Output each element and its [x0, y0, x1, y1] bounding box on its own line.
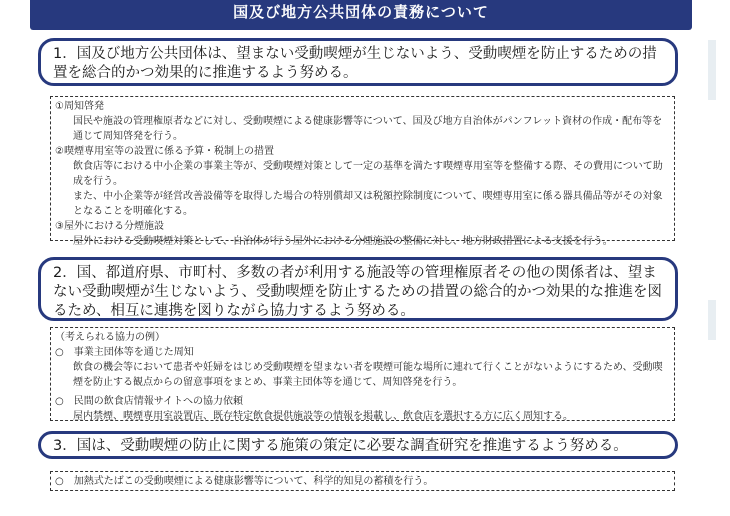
example-text-restaurant-sites: 屋内禁煙、喫煙専用室設置店、既存特定飲食提供施設等の情報を掲載し、飲食店を選択する方に広く周知する。 — [73, 411, 573, 422]
responsibility-item-3: 3．国は、受動喫煙の防止に関する施策の策定に必要な調査研究を推進するよう努める。 — [38, 431, 678, 459]
measure-heading-outdoor: ③屋外における分煙施設 — [55, 221, 164, 232]
example-heading-restaurant-sites: ○ 民間の飲食店情報サイトへの協力依頼 — [55, 396, 244, 407]
example-heading-employer: ○ 事業主団体等を通じた周知 — [55, 347, 194, 358]
margin-mark — [708, 300, 716, 340]
measures-box — [50, 96, 675, 247]
responsibility-item-1: 1．国及び地方公共団体は、望まない受動喫煙が生じないよう、受動喫煙を防止するための措置を総合的かつ効果的に推進するよう努める。 — [38, 38, 678, 86]
cooperation-title: （考えられる協力の例） — [55, 332, 165, 343]
page-title: 国及び地方公共団体の責務について — [30, 0, 692, 30]
responsibility-item-2: 2．国、都道府県、市町村、多数の者が利用する施設等の管理権原者その他の関係者は、望まない受動喫煙が生じないよう、受動喫煙を防止するための措置の総合的かつ効果的な推進を図るため、相互に連携を図りながら協力するよう努める。 — [38, 257, 678, 321]
measure-heading-budget: ②喫煙専用室等の設置に係る予算・税制上の措置 — [55, 146, 274, 157]
measure-text-outdoor: 屋外における受動喫煙対策として、自治体が行う屋外における分煙施設の整備に対し、地方財政措置による支援を行う。 — [73, 236, 613, 247]
cooperation-examples-box — [50, 327, 675, 421]
measure-text-awareness: 国民や施設の管理権原者などに対し、受動喫煙による健康影響等について、国及び地方自治体がパンフレット資材の作成・配布等を通じて周知啓発を行う。 — [73, 116, 663, 142]
measure-heading-awareness: ①周知啓発 — [55, 101, 104, 112]
measure-text-subsidy: 飲食店等における中小企業の事業主等が、受動喫煙対策として一定の基準を満たす喫煙専用室等を整備する際、その費用について助成を行う。 — [73, 161, 663, 187]
research-box — [50, 471, 675, 491]
margin-mark — [708, 40, 716, 100]
research-text: ○ 加熱式たばこの受動喫煙による健康影響等について、科学的知見の蓄積を行う。 — [55, 476, 434, 487]
example-text-employer: 飲食の機会等において患者や妊婦をはじめ受動喫煙を望まない者を喫煙可能な場所に連れて行くことがないようにするため、受動喫煙を防止する観点からの留意事項をまとめ、事業主団体等を通じて、周知啓発を行う。 — [73, 362, 663, 388]
measure-text-tax: また、中小企業等が経営改善設備等を取得した場合の特別償却又は税額控除制度について、喫煙専用室に係る器具備品等がその対象となることを明確化する。 — [73, 191, 663, 217]
